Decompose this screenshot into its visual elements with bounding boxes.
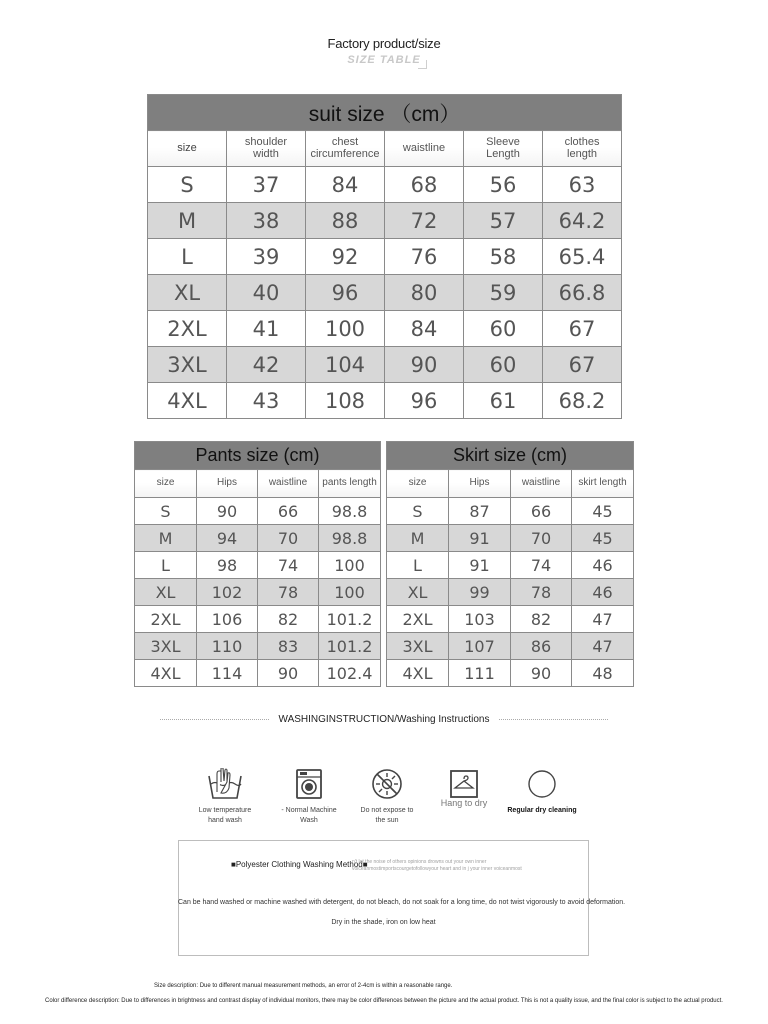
table-cell: 100	[319, 552, 381, 579]
divider-left	[160, 719, 269, 720]
table-cell: 98.8	[319, 525, 381, 552]
column-header: Sleeve Length	[464, 131, 543, 167]
wash-item-hang-dry	[428, 768, 500, 808]
pants-header-row	[135, 470, 381, 498]
table-cell: 39	[227, 239, 306, 275]
table-cell: 45	[572, 525, 634, 552]
table-row	[135, 525, 381, 552]
size-description: Size description: Due to different manual measurement methods, an error of 2-4cm is within a reasonable range.	[154, 983, 453, 989]
table-cell: 66	[511, 498, 572, 525]
washing-method-line-2: Dry in the shade, iron on low heat	[331, 919, 436, 926]
table-cell: 40	[227, 275, 306, 311]
table-cell: 72	[385, 203, 464, 239]
table-cell: 101.2	[319, 633, 381, 660]
skirt-table-title: Skirt size (cm)	[387, 442, 634, 470]
column-header: size	[148, 131, 227, 167]
table-cell: 90	[258, 660, 319, 687]
wash-item-dry-clean	[506, 768, 578, 816]
wash-item-hand-wash	[189, 768, 261, 826]
washing-heading-row	[160, 711, 608, 727]
table-cell: 58	[464, 239, 543, 275]
suit-table-title: suit size （cm）	[148, 95, 622, 131]
table-cell: 59	[464, 275, 543, 311]
table-cell: 90	[511, 660, 572, 687]
column-header: skirt length	[572, 470, 634, 498]
table-row	[135, 633, 381, 660]
column-header: size	[387, 470, 449, 498]
page-title: Factory product/size	[327, 36, 441, 51]
table-cell: 78	[511, 579, 572, 606]
no-sun-label: Do not expose to the sun	[360, 807, 414, 824]
suit-title-row	[148, 95, 622, 131]
table-cell: 41	[227, 311, 306, 347]
table-cell: 65.4	[543, 239, 622, 275]
column-header: shoulder width	[227, 131, 306, 167]
skirt-header-row	[387, 470, 634, 498]
table-cell: 102.4	[319, 660, 381, 687]
hand-wash-icon	[205, 768, 245, 802]
table-cell: 102	[197, 579, 258, 606]
table-cell: 98	[197, 552, 258, 579]
table-cell: 100	[306, 311, 385, 347]
table-cell: 37	[227, 167, 306, 203]
table-row	[387, 633, 634, 660]
size-cell: XL	[148, 275, 227, 311]
washing-method-box	[178, 840, 626, 956]
size-cell: 3XL	[148, 347, 227, 383]
column-header: Hips	[197, 470, 258, 498]
size-cell: 4XL	[387, 660, 449, 687]
table-cell: 78	[258, 579, 319, 606]
size-cell: S	[148, 167, 227, 203]
table-row	[387, 552, 634, 579]
table-cell: 96	[306, 275, 385, 311]
table-cell: 47	[572, 633, 634, 660]
corner-mark	[418, 60, 427, 69]
table-row	[148, 167, 622, 203]
table-cell: 68.2	[543, 383, 622, 419]
size-cell: 3XL	[387, 633, 449, 660]
size-cell: L	[387, 552, 449, 579]
table-row	[387, 606, 634, 633]
table-row	[148, 203, 622, 239]
hang-dry-label: Hang to dry	[440, 798, 488, 808]
suit-size-table	[147, 94, 622, 419]
table-cell: 88	[306, 203, 385, 239]
table-row	[135, 660, 381, 687]
table-cell: 80	[385, 275, 464, 311]
table-cell: 43	[227, 383, 306, 419]
column-header: waistline	[511, 470, 572, 498]
size-cell: L	[135, 552, 197, 579]
column-header: waistline	[258, 470, 319, 498]
hand-wash-label: Low temperature hand wash	[198, 807, 252, 824]
table-cell: 111	[449, 660, 511, 687]
table-cell: 46	[572, 579, 634, 606]
table-row	[148, 275, 622, 311]
table-cell: 42	[227, 347, 306, 383]
color-description: Color difference description: Due to differences in brightness and contrast display of individual monitors, there may be color differences between the picture and the actual product. This is not a quality issue, and the final color is subject to the actual product.	[45, 998, 723, 1004]
machine-wash-icon	[289, 768, 329, 802]
table-row	[135, 498, 381, 525]
wash-item-machine-wash	[273, 768, 345, 826]
column-header: Hips	[449, 470, 511, 498]
no-sun-icon	[367, 768, 407, 802]
table-cell: 90	[197, 498, 258, 525]
table-cell: 99	[449, 579, 511, 606]
washing-method-title: ■Polyester Clothing Washing Method■	[231, 860, 368, 869]
table-cell: 84	[385, 311, 464, 347]
table-row	[148, 239, 622, 275]
table-cell: 100	[319, 579, 381, 606]
table-cell: 63	[543, 167, 622, 203]
table-cell: 84	[306, 167, 385, 203]
size-cell: XL	[387, 579, 449, 606]
washing-method-line-1: Can be hand washed or machine washed with detergent, do not bleach, do not soak for a long time, do not twist vigorously to avoid deformation.	[178, 899, 626, 906]
table-cell: 70	[511, 525, 572, 552]
table-cell: 74	[511, 552, 572, 579]
table-cell: 68	[385, 167, 464, 203]
size-cell: 4XL	[148, 383, 227, 419]
table-cell: 98.8	[319, 498, 381, 525]
table-cell: 57	[464, 203, 543, 239]
table-cell: 60	[464, 347, 543, 383]
table-cell: 104	[306, 347, 385, 383]
dry-clean-icon	[522, 768, 562, 802]
table-cell: 38	[227, 203, 306, 239]
size-cell: 2XL	[135, 606, 197, 633]
table-cell: 82	[258, 606, 319, 633]
table-row	[387, 525, 634, 552]
wash-item-no-sun	[351, 768, 423, 826]
table-cell: 64.2	[543, 203, 622, 239]
size-cell: S	[387, 498, 449, 525]
table-row	[387, 660, 634, 687]
size-cell: XL	[135, 579, 197, 606]
column-header: chest circumference	[306, 131, 385, 167]
size-cell: M	[135, 525, 197, 552]
table-cell: 101.2	[319, 606, 381, 633]
table-cell: 87	[449, 498, 511, 525]
table-row	[148, 383, 622, 419]
pants-size-table	[134, 441, 381, 687]
table-cell: 60	[464, 311, 543, 347]
pants-title-row	[135, 442, 381, 470]
size-cell: M	[148, 203, 227, 239]
divider-right	[499, 719, 608, 720]
table-cell: 74	[258, 552, 319, 579]
dry-clean-label: Regular dry cleaning	[507, 807, 577, 814]
column-header: waistline	[385, 131, 464, 167]
machine-wash-label: - Normal Machine Wash	[281, 807, 337, 824]
table-cell: 46	[572, 552, 634, 579]
table-cell: 92	[306, 239, 385, 275]
table-row	[148, 347, 622, 383]
table-cell: 67	[543, 311, 622, 347]
suit-header-row	[148, 131, 622, 167]
size-cell: M	[387, 525, 449, 552]
table-cell: 90	[385, 347, 464, 383]
table-cell: 66.8	[543, 275, 622, 311]
table-row	[135, 579, 381, 606]
table-cell: 86	[511, 633, 572, 660]
table-cell: 106	[197, 606, 258, 633]
table-cell: 82	[511, 606, 572, 633]
table-cell: 114	[197, 660, 258, 687]
table-cell: 67	[543, 347, 622, 383]
table-cell: 48	[572, 660, 634, 687]
skirt-title-row	[387, 442, 634, 470]
skirt-size-table	[386, 441, 634, 687]
table-row	[135, 552, 381, 579]
table-cell: 76	[385, 239, 464, 275]
size-cell: L	[148, 239, 227, 275]
table-cell: 83	[258, 633, 319, 660]
table-cell: 103	[449, 606, 511, 633]
table-cell: 45	[572, 498, 634, 525]
table-cell: 96	[385, 383, 464, 419]
table-cell: 47	[572, 606, 634, 633]
hang-dry-icon	[444, 768, 484, 802]
page-subtitle: SIZE TABLE	[347, 54, 421, 66]
size-cell: 4XL	[135, 660, 197, 687]
table-cell: 56	[464, 167, 543, 203]
pants-table-title: Pants size (cm)	[135, 442, 381, 470]
table-cell: 70	[258, 525, 319, 552]
table-cell: 108	[306, 383, 385, 419]
table-row	[148, 311, 622, 347]
size-cell: 2XL	[148, 311, 227, 347]
table-cell: 107	[449, 633, 511, 660]
size-cell: 3XL	[135, 633, 197, 660]
table-row	[135, 606, 381, 633]
washing-heading: WASHINGINSTRUCTION/Washing Instructions	[278, 713, 490, 725]
column-header: pants length	[319, 470, 381, 498]
table-row	[387, 579, 634, 606]
size-cell: 2XL	[387, 606, 449, 633]
table-cell: 91	[449, 525, 511, 552]
table-cell: 91	[449, 552, 511, 579]
decorative-faint-text: n't let the noise of others opinions drowns out your own inner voiceanmostimportscourgetofollowyour heart and in j your inner voiceanmost	[352, 859, 522, 872]
table-cell: 66	[258, 498, 319, 525]
size-cell: S	[135, 498, 197, 525]
table-cell: 110	[197, 633, 258, 660]
table-cell: 61	[464, 383, 543, 419]
column-header: clothes length	[543, 131, 622, 167]
column-header: size	[135, 470, 197, 498]
table-row	[387, 498, 634, 525]
table-cell: 94	[197, 525, 258, 552]
